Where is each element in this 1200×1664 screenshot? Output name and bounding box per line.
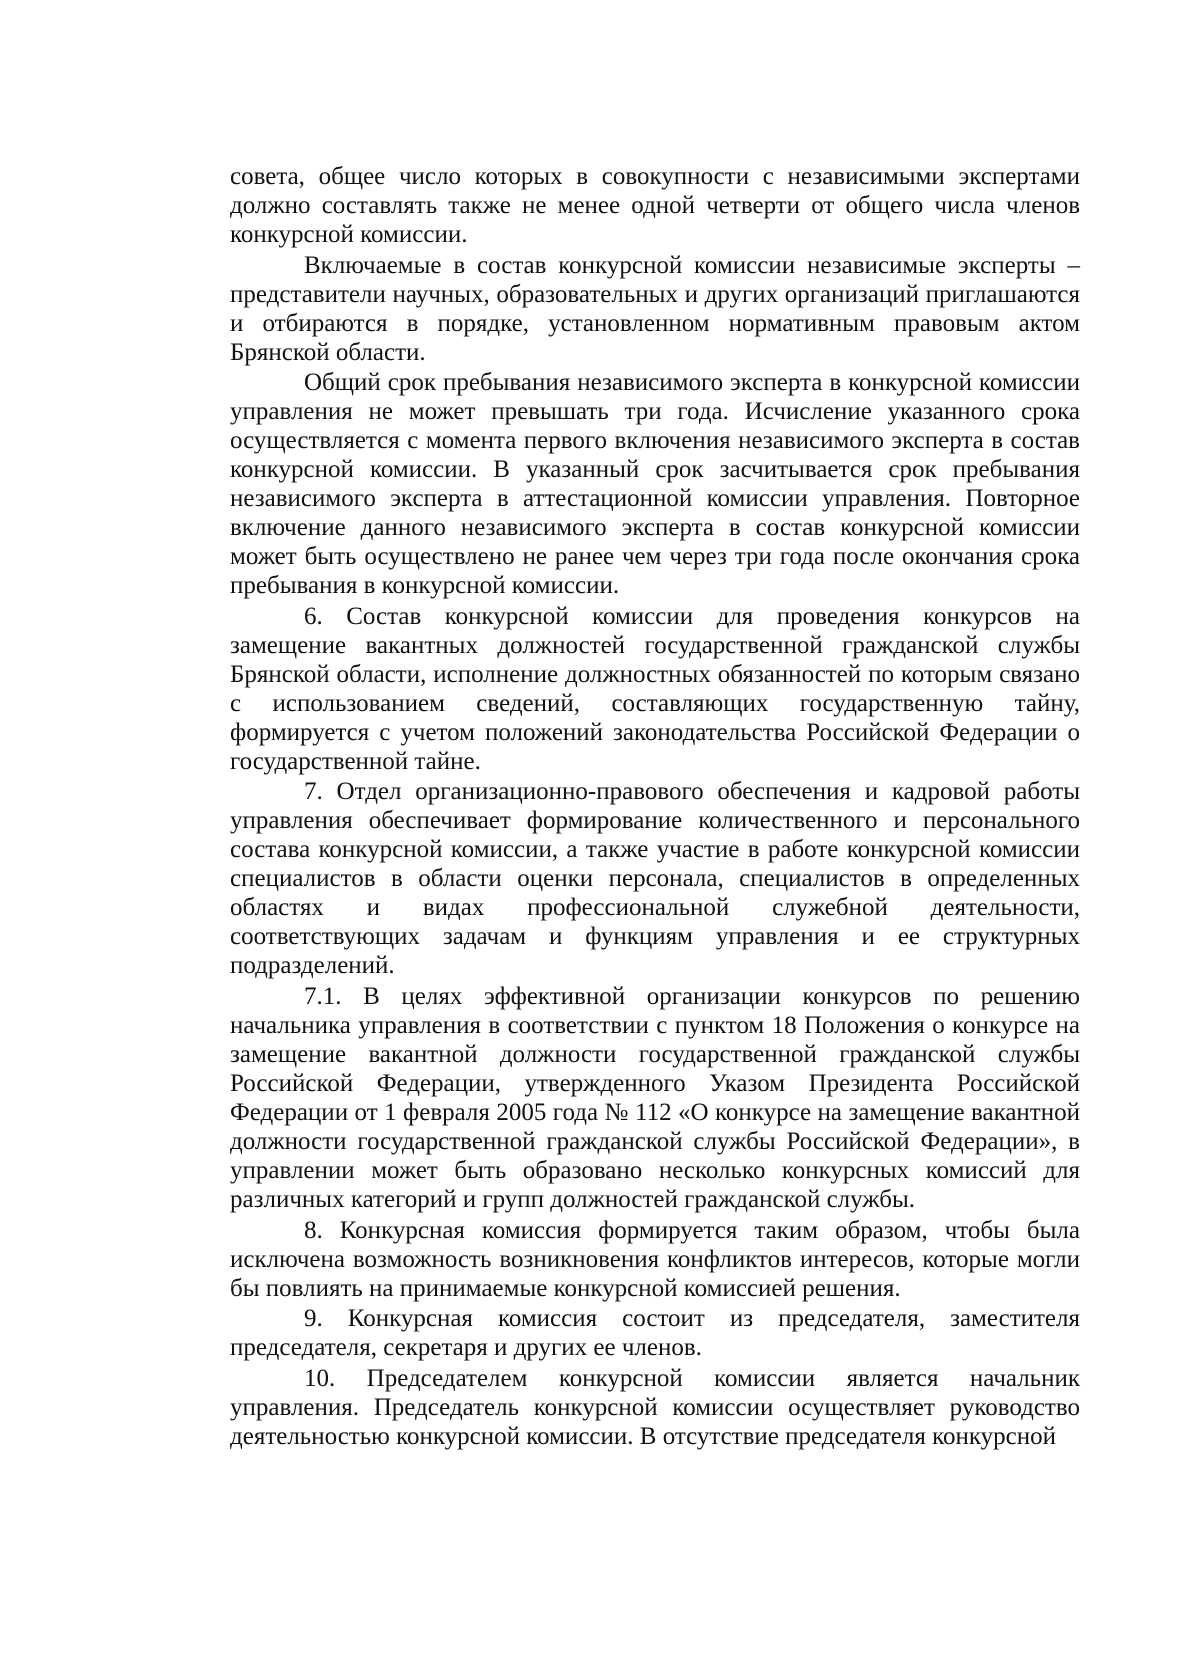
paragraph-item-10: 10. Председателем конкурсной комиссии является начальник управления. Председатель конкурсной комиссии осуществляет руководство деятельностью конкурсной комиссии. В отсутствие председателя конкурсной <box>230 1364 1080 1450</box>
paragraph-independent-experts: Включаемые в состав конкурсной комиссии независимые эксперты – представители научных, образовательных и других организаций приглашаются и отбираются в порядке, установленном нормативным правовым актом Брянской области. <box>230 251 1080 366</box>
paragraph-item-8: 8. Конкурсная комиссия формируется таким образом, чтобы была исключена возможность возникновения конфликтов интересов, которые могли бы повлиять на принимаемые конкурсной комиссией решения. <box>230 1216 1080 1302</box>
paragraph-expert-term: Общий срок пребывания независимого эксперта в конкурсной комиссии управления не может превышать три года. Исчисление указанного срока осуществляется с момента первого включения независимого эксперта в состав конкурсной комиссии. В указанный срок засчитывается срок пребывания независимого эксперта в аттестационной комиссии управления. Повторное включение данного независимого эксперта в состав конкурсной комиссии может быть осуществлено не ранее чем через три года после окончания срока пребывания в конкурсной комиссии. <box>230 369 1080 600</box>
paragraph-continuation: совета, общее число которых в совокупности с независимыми экспертами должно составлять также не менее одной четверти от общего числа членов конкурсной комиссии. <box>230 163 1080 248</box>
paragraph-item-9: 9. Конкурсная комиссия состоит из председателя, заместителя председателя, секретаря и других ее членов. <box>230 1305 1080 1362</box>
paragraph-item-6: 6. Состав конкурсной комиссии для проведения конкурсов на замещение вакантных должностей государственной гражданской службы Брянской области, исполнение должностных обязанностей по которым связано с использованием сведений, составляющих государственную тайну, формируется с учетом положений законодательства Российской Федерации о государственной тайне. <box>230 602 1080 775</box>
paragraph-item-7: 7. Отдел организационно-правового обеспечения и кадровой работы управления обеспечивает формирование количественного и персонального состава конкурсной комиссии, а также участие в работе конкурсной комиссии специалистов в области оценки персонала, специалистов в определенных областях и видах профессиональной служебной деятельности, соответствующих задачам и функциям управления и ее структурных подразделений. <box>230 778 1080 980</box>
paragraph-item-7-1: 7.1. В целях эффективной организации конкурсов по решению начальника управления в соответствии с пунктом 18 Положения о конкурсе на замещение вакантной должности государственной гражданской службы Российской Федерации, утвержденного Указом Президента Российской Федерации от 1 февраля 2005 года № 112 «О конкурсе на замещение вакантной должности государственной гражданской службы Российской Федерации», в управлении может быть образовано несколько конкурсных комиссий для различных категорий и групп должностей гражданской службы. <box>230 982 1080 1213</box>
document-body <box>230 162 1080 1452</box>
